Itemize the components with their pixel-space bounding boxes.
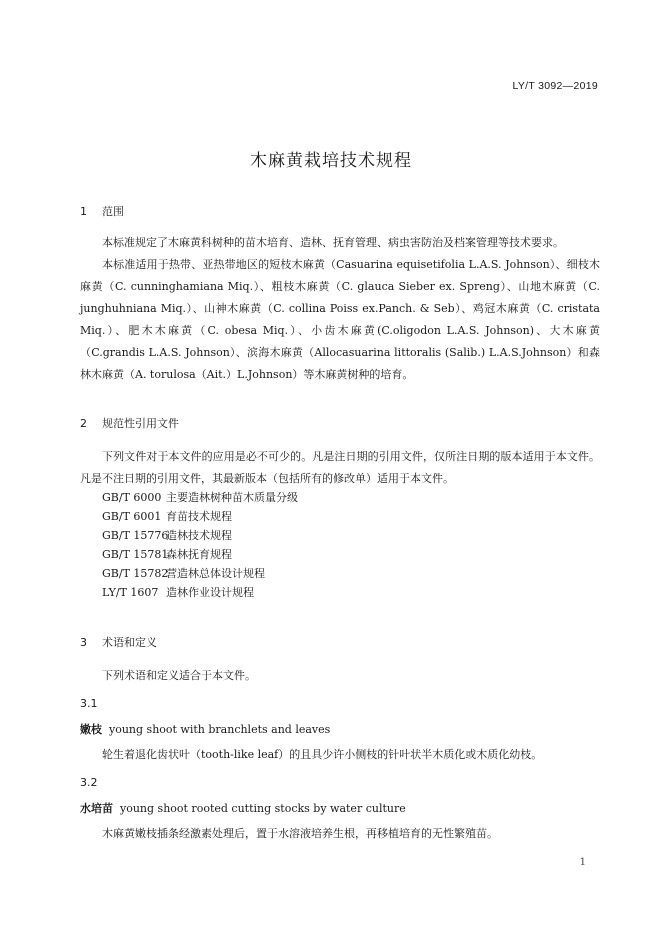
section-title: 范围 [102,205,124,218]
reference-item [102,488,298,507]
reference-item [102,507,298,526]
term-chinese: 嫩枝 [80,723,102,736]
reference-title: 主要造林树种苗木质量分级 [166,491,298,504]
term-definition: 木麻黄嫩枝插条经激素处理后，置于水溶液培养生根，再移植培育的无性繁殖苗。 [102,827,498,840]
clause-number: 3.1 [80,697,98,710]
reference-code: GB/T 6001 [102,510,162,523]
reference-code: GB/T 15776 [102,529,169,542]
reference-list [102,488,298,602]
section-number: 3 [80,636,87,649]
scope-paragraph-2: 本标准适用于热带、亚热带地区的短枝木麻黄（Casuarina equisetifolia L.A.S. Johnson）、细枝木麻黄（C. cunninghamiana Miq.）、粗枝木麻黄（C. glauca Sieber ex. Spreng）、山地木麻黄（C. junghuhniana Miq.）、山神木麻黄（C. collina Poiss ex.Panch. & Seb）、鸡冠木麻黄（C. cristata Miq.）、肥木木麻黄（C. obesa Miq.）、小齿木麻黄(C.oligodon L.A.S. Johnson)、大木麻黄（C.grandis L.A.S. Johnson）、滨海木麻黄（Allocasuarina littoralis (Salib.) L.A.S.Johnson）和森林木麻黄（A. torulosa（Ait.）L.Johnson）等木麻黄树种的培育。 [80,258,600,381]
reference-title: 森林抚育规程 [166,548,232,561]
terms-intro: 下列术语和定义适合于本文件。 [102,669,256,682]
reference-code: GB/T 15782 [102,567,169,580]
section-number: 1 [80,205,87,218]
term-english: young shoot rooted cutting stocks by water culture [120,802,406,815]
scope-paragraph-1: 本标准规定了木麻黄科树种的苗木培育、造林、抚育管理、病虫害防治及档案管理等技术要求。 [102,236,564,249]
section-title: 规范性引用文件 [102,417,179,430]
reference-code: GB/T 15781 [102,548,169,561]
term-entry [80,721,330,737]
section-heading-scope [80,203,124,219]
page-title: 木麻黄栽培技术规程 [250,151,412,171]
term-chinese: 水培苗 [80,802,113,815]
reference-item [102,526,298,545]
page-number: 1 [579,857,586,868]
reference-title: 造林作业设计规程 [166,586,254,599]
references-intro: 下列文件对于本文件的应用是必不可少的。凡是注日期的引用文件，仅所注日期的版本适用于本文件。凡是不注日期的引用文件，其最新版本（包括所有的修改单）适用于本文件。 [80,450,600,485]
section-number: 2 [80,417,87,430]
section-title: 术语和定义 [102,636,157,649]
reference-title: 育苗技术规程 [166,510,232,523]
reference-code: LY/T 1607 [102,586,159,599]
section-heading-normative-references [80,415,179,431]
reference-item [102,583,298,602]
reference-item [102,564,298,583]
term-definition: 轮生着退化齿状叶（tooth-like leaf）的且具少许小侧枝的针叶状半木质化或木质化幼枝。 [102,748,543,761]
clause-number: 3.2 [80,776,98,789]
reference-title: 造林技术规程 [166,529,232,542]
reference-item [102,545,298,564]
standard-code: LY/T 3092—2019 [512,80,598,92]
reference-title: 营造林总体设计规程 [166,567,265,580]
reference-code: GB/T 6000 [102,491,162,504]
term-entry [80,800,406,816]
term-english: young shoot with branchlets and leaves [109,723,331,736]
section-heading-terms [80,634,157,650]
